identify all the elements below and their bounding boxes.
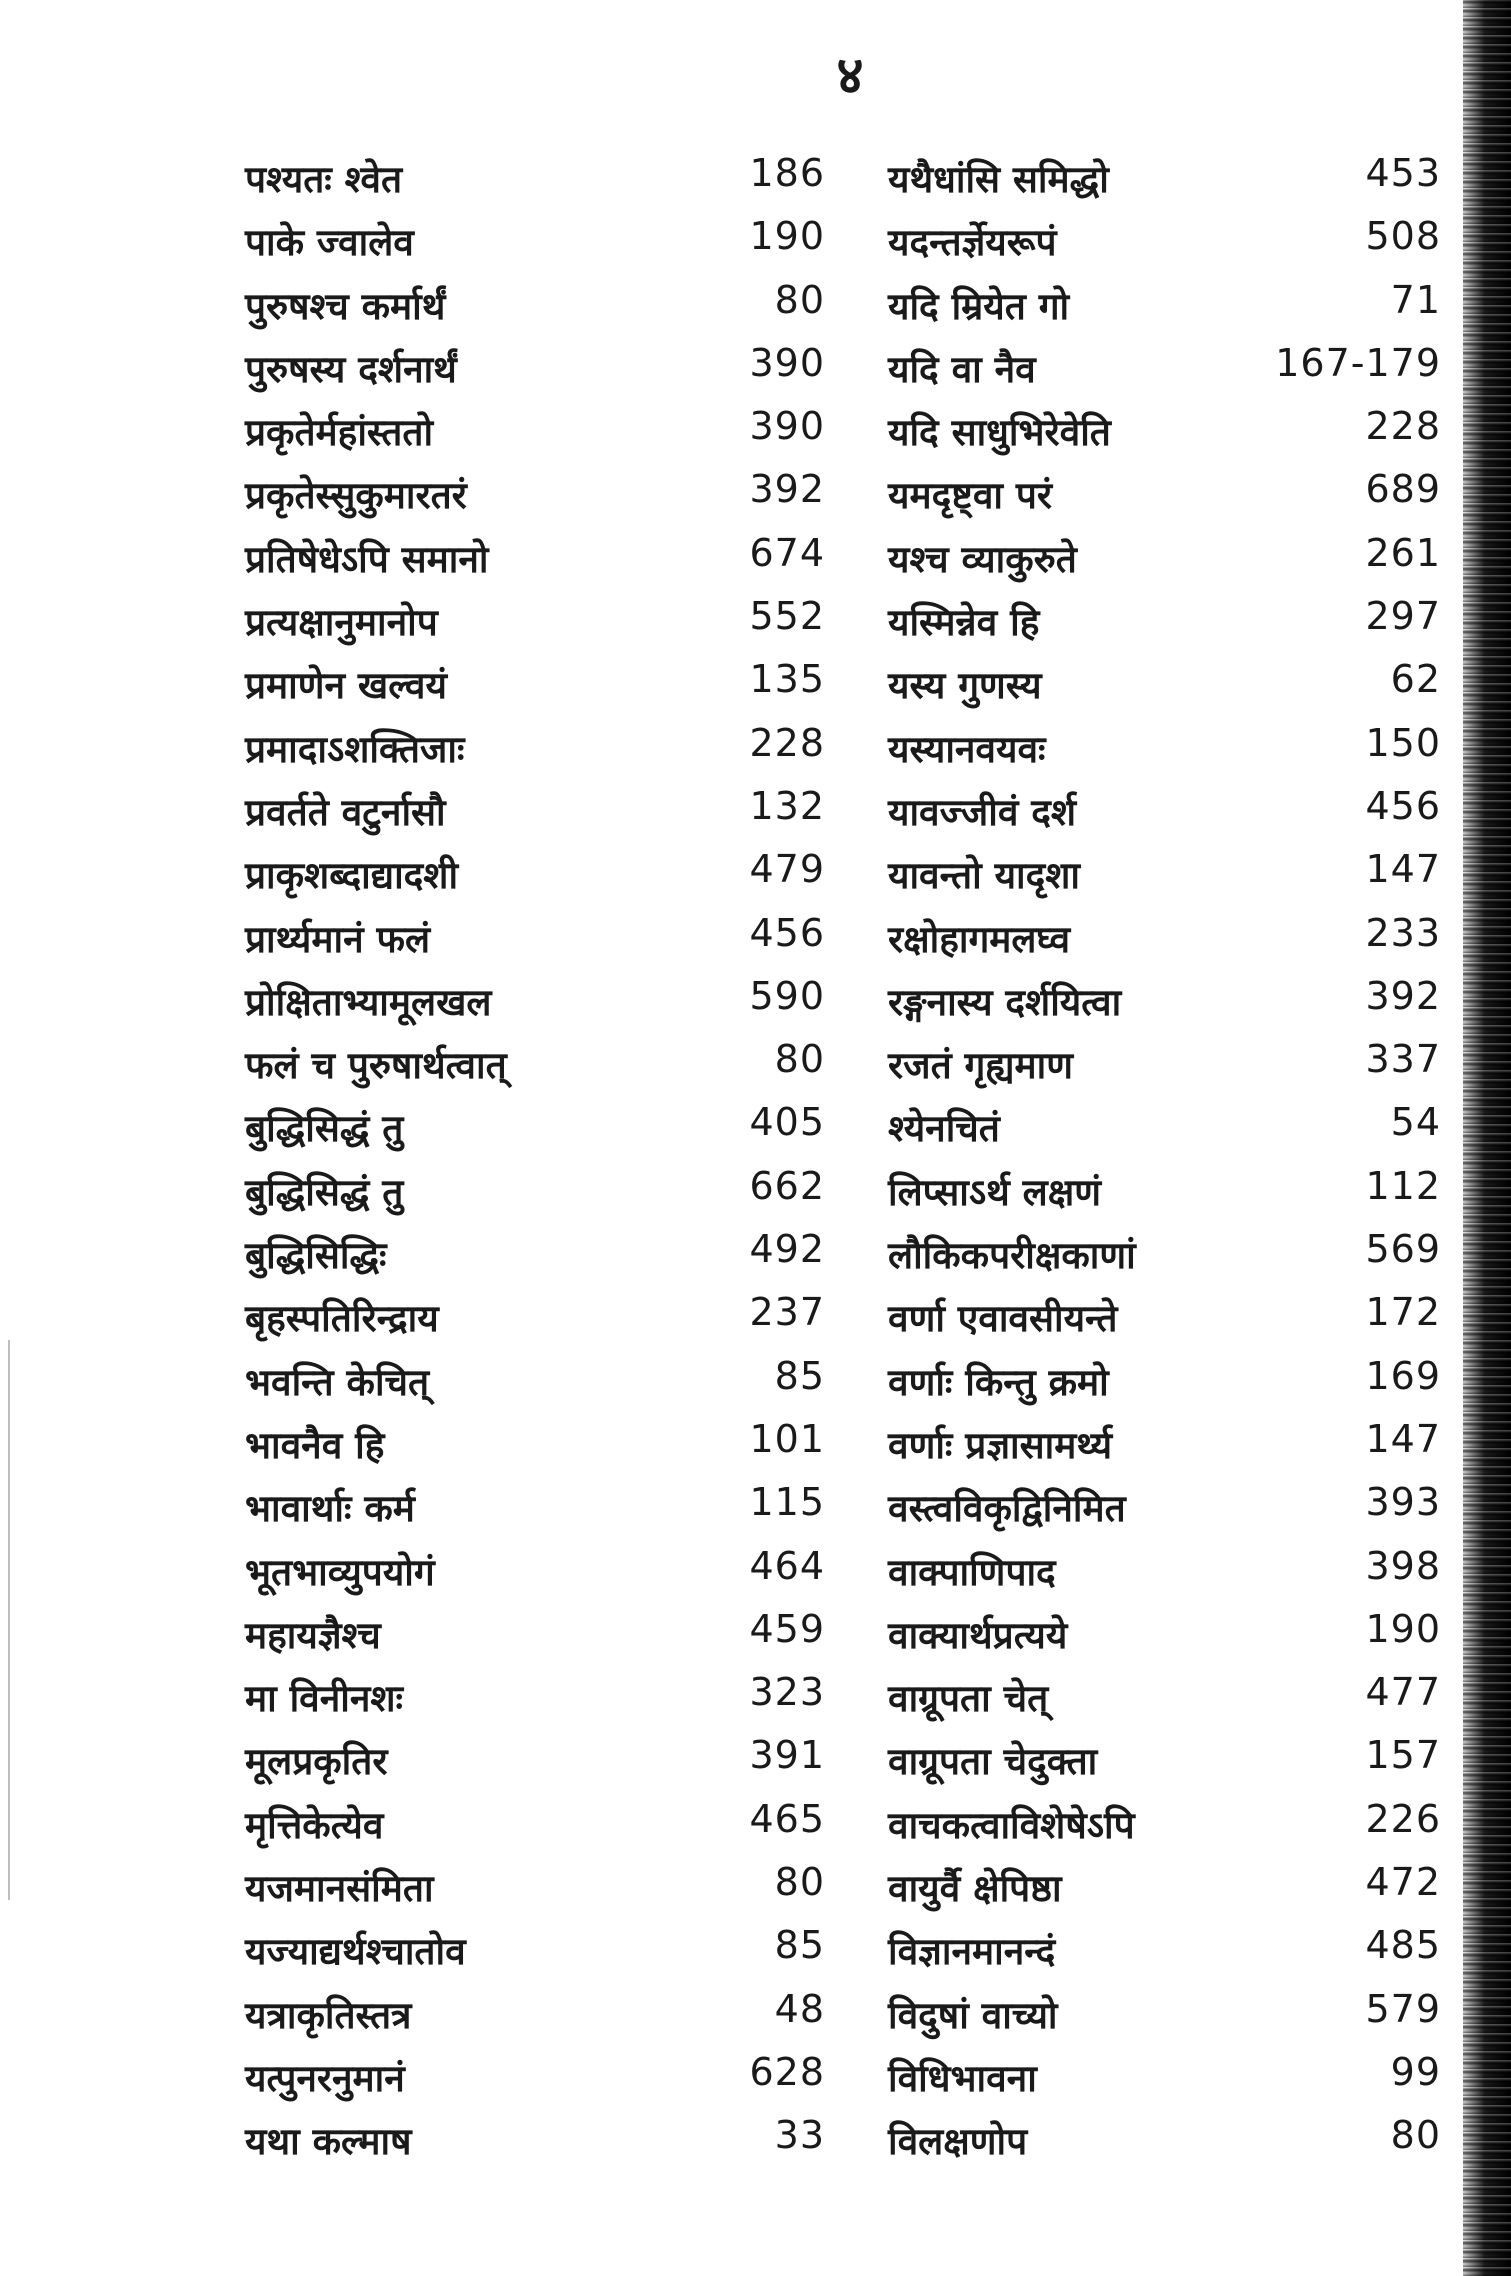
page-reference: 48 bbox=[774, 1986, 825, 2031]
index-term: वाचकत्वाविशेषेऽपि bbox=[888, 1802, 1135, 1847]
index-term: पाके ज्वालेव bbox=[245, 220, 414, 265]
index-entry bbox=[888, 1034, 1441, 1097]
page-reference: 33 bbox=[774, 2113, 825, 2158]
index-term: बृहस्पतिरिन्द्राय bbox=[245, 1296, 439, 1341]
index-term: यदि साधुभिरेवेति bbox=[888, 410, 1111, 455]
index-entry bbox=[888, 1161, 1441, 1224]
page-reference: 662 bbox=[749, 1163, 825, 1208]
index-entry bbox=[888, 844, 1441, 907]
page-reference: 172 bbox=[1365, 1290, 1441, 1335]
page-reference: 472 bbox=[1365, 1860, 1441, 1905]
page-reference: 80 bbox=[774, 1860, 825, 1905]
index-entry bbox=[888, 1224, 1441, 1287]
page-reference: 508 bbox=[1365, 214, 1441, 259]
index-entry bbox=[888, 211, 1441, 274]
page-reference: 233 bbox=[1365, 910, 1441, 955]
index-term: वर्णाः प्रज्ञासामर्थ्य bbox=[888, 1422, 1113, 1467]
index-entry bbox=[245, 1857, 825, 1920]
page-reference: 80 bbox=[774, 1037, 825, 1082]
index-term: भावनैव हि bbox=[245, 1422, 385, 1467]
page-reference: 459 bbox=[749, 1606, 825, 1651]
index-entry bbox=[888, 2047, 1441, 2110]
page-reference: 297 bbox=[1365, 594, 1441, 639]
index-entry bbox=[245, 591, 825, 654]
index-term: यजमानसंमिता bbox=[245, 1866, 434, 1911]
index-term: पश्यतः श्वेत bbox=[245, 157, 403, 201]
index-entry bbox=[245, 718, 825, 781]
page-reference: 190 bbox=[749, 214, 825, 259]
page-reference: 552 bbox=[749, 594, 825, 639]
index-term: यस्यानवयवः bbox=[888, 726, 1046, 771]
index-entry bbox=[245, 1287, 825, 1350]
index-entry bbox=[245, 1920, 825, 1983]
index-term: मृत्तिकेत्येव bbox=[245, 1802, 384, 1847]
page-reference: 157 bbox=[1365, 1733, 1441, 1778]
index-term: यदि वा नैव bbox=[888, 346, 1036, 391]
page-reference: 80 bbox=[774, 277, 825, 322]
page-reference: 479 bbox=[749, 847, 825, 892]
index-entry bbox=[888, 464, 1441, 527]
index-term: यस्य गुणस्य bbox=[888, 663, 1042, 708]
index-term: महायज्ञैश्च bbox=[245, 1612, 381, 1657]
page-reference: 71 bbox=[1390, 277, 1441, 322]
index-term: प्राकृशब्दाद्यादशी bbox=[245, 853, 459, 898]
index-entry bbox=[245, 908, 825, 971]
index-term: वर्णाः किन्तु क्रमो bbox=[888, 1359, 1109, 1404]
page-reference: 80 bbox=[1390, 2113, 1441, 2158]
page-reference: 405 bbox=[749, 1100, 825, 1145]
index-entry bbox=[245, 654, 825, 717]
page-reference: 390 bbox=[749, 404, 825, 449]
index-term: विज्ञानमानन्दं bbox=[888, 1929, 1056, 1974]
index-term: प्रत्यक्षानुमानोप bbox=[245, 600, 438, 645]
page-reference: 62 bbox=[1390, 657, 1441, 702]
index-term: मा विनीनशः bbox=[245, 1676, 404, 1721]
index-entry bbox=[888, 1097, 1441, 1160]
index-term: यदन्तर्ज्ञेयरूपं bbox=[888, 220, 1057, 265]
index-entry bbox=[245, 1414, 825, 1477]
index-term: मूलप्रकृतिर bbox=[245, 1739, 388, 1784]
index-term: बुद्धिसिद्धिः bbox=[245, 1233, 387, 1278]
index-entry bbox=[245, 781, 825, 844]
page-reference: 147 bbox=[1365, 847, 1441, 892]
index-term: यस्मिन्नेव हि bbox=[888, 600, 1040, 645]
index-term: भूतभाव्युपयोगं bbox=[245, 1549, 435, 1594]
index-entry bbox=[245, 1541, 825, 1604]
page-reference: 237 bbox=[749, 1290, 825, 1335]
index-term: वाग्रूपता चेदुक्ता bbox=[888, 1739, 1098, 1784]
index-term: पुरुषस्य दर्शनार्थं bbox=[245, 346, 457, 391]
index-term: रक्षोहागमलघ्व bbox=[888, 916, 1071, 961]
index-term: विधिभावना bbox=[888, 2055, 1037, 2100]
index-entry bbox=[245, 1604, 825, 1667]
index-entry bbox=[888, 1730, 1441, 1793]
page-reference: 477 bbox=[1365, 1670, 1441, 1715]
index-term: लौकिकपरीक्षकाणां bbox=[888, 1233, 1136, 1278]
index-entry bbox=[245, 1351, 825, 1414]
index-term: यमदृष्ट्वा परं bbox=[888, 473, 1053, 518]
index-column-left bbox=[245, 148, 825, 2174]
page-reference: 228 bbox=[1365, 404, 1441, 449]
page-reference: 391 bbox=[749, 1733, 825, 1778]
index-entry bbox=[888, 908, 1441, 971]
index-term: फलं च पुरुषार्थत्वात् bbox=[245, 1043, 507, 1088]
index-entry bbox=[245, 401, 825, 464]
page-reference: 492 bbox=[749, 1227, 825, 1272]
index-entry bbox=[888, 1351, 1441, 1414]
index-entry bbox=[245, 148, 825, 211]
index-term: यथैधांसि समिद्धो bbox=[888, 157, 1109, 201]
page-reference: 226 bbox=[1365, 1796, 1441, 1841]
page-reference: 456 bbox=[749, 910, 825, 955]
index-entry bbox=[888, 1604, 1441, 1667]
page-reference: 115 bbox=[749, 1480, 825, 1525]
page-reference: 579 bbox=[1365, 1986, 1441, 2031]
index-term: भवन्ति केचित् bbox=[245, 1359, 430, 1404]
page-reference: 590 bbox=[749, 973, 825, 1018]
page-reference: 465 bbox=[749, 1796, 825, 1841]
index-term: रजतं गृह्यमाण bbox=[888, 1043, 1073, 1088]
index-entry bbox=[888, 2110, 1441, 2173]
index-entry bbox=[245, 844, 825, 907]
index-entry bbox=[888, 1857, 1441, 1920]
index-entry bbox=[245, 971, 825, 1034]
page-reference: 135 bbox=[749, 657, 825, 702]
index-term: बुद्धिसिद्धं तु bbox=[245, 1106, 404, 1151]
index-entry bbox=[245, 528, 825, 591]
index-term: प्रमाणेन खल्वयं bbox=[245, 663, 447, 708]
page-number: ४ bbox=[836, 45, 864, 106]
index-entry bbox=[888, 401, 1441, 464]
index-term: वाक्पाणिपाद bbox=[888, 1549, 1056, 1594]
index-entry bbox=[888, 1477, 1441, 1540]
index-entry bbox=[888, 1414, 1441, 1477]
page-reference: 628 bbox=[749, 2049, 825, 2094]
page-reference: 101 bbox=[749, 1416, 825, 1461]
page-reference: 99 bbox=[1390, 2049, 1441, 2094]
page-reference: 485 bbox=[1365, 1923, 1441, 1968]
index-term: यज्याद्यर्थश्चातोव bbox=[245, 1929, 466, 1974]
page-reference: 261 bbox=[1365, 530, 1441, 575]
index-term: प्रकृतेर्महांस्ततो bbox=[245, 410, 434, 455]
index-column-right bbox=[888, 148, 1441, 2174]
page-reference: 674 bbox=[749, 530, 825, 575]
scanned-page-edge bbox=[1463, 0, 1511, 2276]
index-entry bbox=[245, 1097, 825, 1160]
index-entry bbox=[245, 1224, 825, 1287]
index-entry bbox=[245, 338, 825, 401]
index-entry bbox=[888, 275, 1441, 338]
page-reference: 689 bbox=[1365, 467, 1441, 512]
index-entry bbox=[888, 338, 1441, 401]
index-term: रङ्गनास्य दर्शयित्वा bbox=[888, 979, 1122, 1024]
page-reference: 132 bbox=[749, 783, 825, 828]
index-entry bbox=[888, 1541, 1441, 1604]
index-entry bbox=[888, 1984, 1441, 2047]
index-term: प्रार्थ्यमानं फलं bbox=[245, 916, 431, 961]
index-term: यदि म्रियेत गो bbox=[888, 283, 1070, 328]
index-entry bbox=[888, 591, 1441, 654]
index-term: यथा कल्माष bbox=[245, 2119, 412, 2164]
index-entry bbox=[888, 654, 1441, 717]
index-entry bbox=[245, 1667, 825, 1730]
index-term: प्रवर्तते वटुर्नासौ bbox=[245, 789, 446, 834]
index-entry bbox=[245, 1161, 825, 1224]
page-reference: 392 bbox=[1365, 973, 1441, 1018]
index-term: पुरुषश्च कर्मार्थं bbox=[245, 283, 446, 328]
index-entry bbox=[245, 1477, 825, 1540]
page-reference: 85 bbox=[774, 1353, 825, 1398]
page-reference: 186 bbox=[749, 151, 825, 195]
index-entry bbox=[245, 1034, 825, 1097]
page-reference: 456 bbox=[1365, 783, 1441, 828]
index-entry bbox=[888, 148, 1441, 211]
page-reference: 169 bbox=[1365, 1353, 1441, 1398]
index-entry bbox=[888, 971, 1441, 1034]
index-term: प्रकृतेस्सुकुमारतरं bbox=[245, 473, 467, 518]
page-reference: 85 bbox=[774, 1923, 825, 1968]
page-reference: 392 bbox=[749, 467, 825, 512]
page-reference: 147 bbox=[1365, 1416, 1441, 1461]
index-entry bbox=[888, 781, 1441, 844]
index-term: यावज्जीवं दर्श bbox=[888, 789, 1077, 834]
page-reference: 337 bbox=[1365, 1037, 1441, 1082]
index-term: वायुर्वै क्षेपिष्ठा bbox=[888, 1866, 1062, 1911]
index-entry bbox=[888, 1287, 1441, 1350]
page-reference: 167-179 bbox=[1275, 340, 1441, 385]
index-term: प्रतिषेधेऽपि समानो bbox=[245, 536, 489, 581]
page-reference: 228 bbox=[749, 720, 825, 765]
index-term: वाग्रूपता चेत् bbox=[888, 1676, 1049, 1721]
index-term: वर्णा एवावसीयन्ते bbox=[888, 1296, 1118, 1341]
index-entry bbox=[245, 2110, 825, 2173]
index-term: भावार्थाः कर्म bbox=[245, 1486, 415, 1531]
page-reference: 54 bbox=[1390, 1100, 1441, 1145]
index-entry bbox=[245, 211, 825, 274]
page-reference: 464 bbox=[749, 1543, 825, 1588]
page-reference: 190 bbox=[1365, 1606, 1441, 1651]
index-entry bbox=[888, 1794, 1441, 1857]
index-term: लिप्साऽर्थ लक्षणं bbox=[888, 1169, 1102, 1214]
index-entry bbox=[245, 2047, 825, 2110]
index-term: यत्राकृतिस्तत्र bbox=[245, 1992, 412, 2037]
page-reference: 569 bbox=[1365, 1227, 1441, 1272]
index-entry bbox=[245, 1794, 825, 1857]
page-reference: 453 bbox=[1365, 151, 1441, 195]
index-term: वाक्यार्थप्रत्यये bbox=[888, 1612, 1068, 1657]
page-reference: 398 bbox=[1365, 1543, 1441, 1588]
index-term: श्येनचितं bbox=[888, 1106, 1000, 1151]
index-entry bbox=[245, 275, 825, 338]
index-term: यश्च व्याकुरुते bbox=[888, 536, 1077, 581]
page-reference: 323 bbox=[749, 1670, 825, 1715]
index-entry bbox=[888, 528, 1441, 591]
index-entry bbox=[888, 718, 1441, 781]
index-entry bbox=[888, 1920, 1441, 1983]
index-term: विदुषां वाच्यो bbox=[888, 1992, 1058, 2037]
page-reference: 150 bbox=[1365, 720, 1441, 765]
index-term: प्रमादाऽशक्तिजाः bbox=[245, 726, 465, 771]
index-term: यावन्तो यादृशा bbox=[888, 853, 1080, 898]
index-term: बुद्धिसिद्धं तु bbox=[245, 1169, 404, 1214]
index-term: विलक्षणोप bbox=[888, 2119, 1028, 2164]
index-entry bbox=[888, 1667, 1441, 1730]
page-reference: 390 bbox=[749, 340, 825, 385]
index-entry bbox=[245, 1730, 825, 1793]
index-term: यत्पुनरनुमानं bbox=[245, 2055, 405, 2100]
page-reference: 393 bbox=[1365, 1480, 1441, 1525]
index-entry bbox=[245, 1984, 825, 2047]
index-term: वस्त्वविकृद्विनिमित bbox=[888, 1486, 1126, 1531]
page-reference: 112 bbox=[1365, 1163, 1441, 1208]
index-entry bbox=[245, 464, 825, 527]
index-term: प्रोक्षिताभ्यामूलखल bbox=[245, 979, 492, 1024]
scan-speck bbox=[8, 1340, 10, 1900]
